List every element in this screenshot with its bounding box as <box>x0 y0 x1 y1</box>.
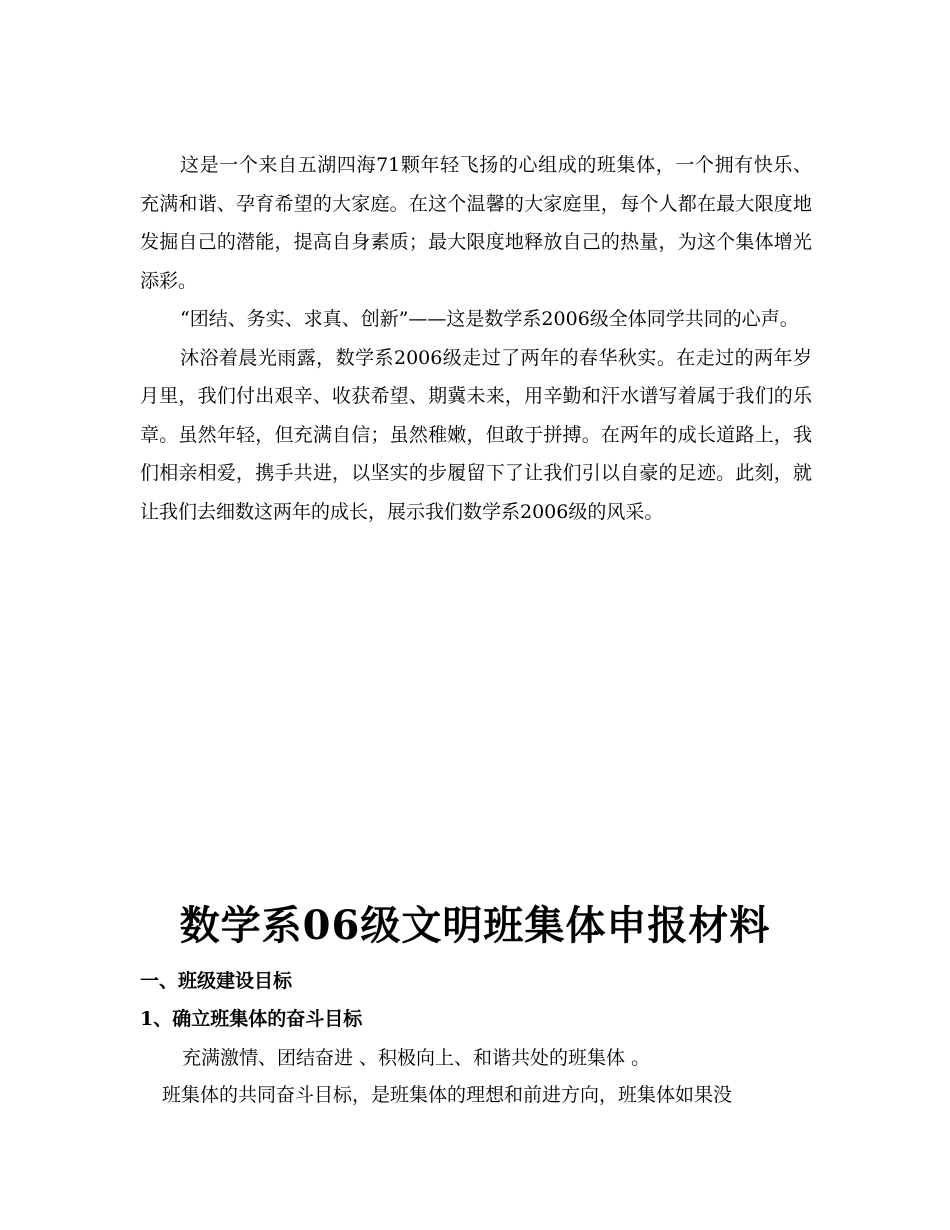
document-title: 数学系06级文明班集体申报材料 <box>179 902 771 949</box>
section-heading: 一、班级建设目标 <box>140 970 293 992</box>
body-text-line: 班集体的共同奋斗目标，是班集体的理想和前进方向，班集体如果没 <box>162 1084 733 1106</box>
intro-paragraph-1: 这是一个来自五湖四海71颗年轻飞扬的心组成的班集体，一个拥有快乐、充满和谐、孕育希望的大家庭。在这个温馨的大家庭里，每个人都在最大限度地发掘自己的潜能，提高自身素质；最大限度地释放自己的热量，为这个集体增光添彩。 <box>140 154 812 292</box>
subsection-heading: 1、确立班集体的奋斗目标 <box>140 1008 363 1030</box>
intro-paragraph-3: 沐浴着晨光雨露，数学系2006级走过了两年的春华秋实。在走过的两年岁月里，我们付出艰辛、收获希望、期冀未来，用辛勤和汗水谱写着属于我们的乐章。虽然年轻，但充满自信；虽然稚嫩，但敢于拼搏。在两年的成长道路上，我们相亲相爱，携手共进，以坚实的步履留下了让我们引以自豪的足迹。此刻，就让我们去细数这两年的成长，展示我们数学系2006级的风采。 <box>140 346 812 523</box>
intro-section <box>140 146 812 531</box>
intro-paragraph-2: “团结、务实、求真、创新”——这是数学系2006级全体同学共同的心声。 <box>180 308 799 330</box>
goal-statement: 充满激情、团结奋进 、积极向上、和谐共处的班集体 。 <box>182 1047 651 1069</box>
